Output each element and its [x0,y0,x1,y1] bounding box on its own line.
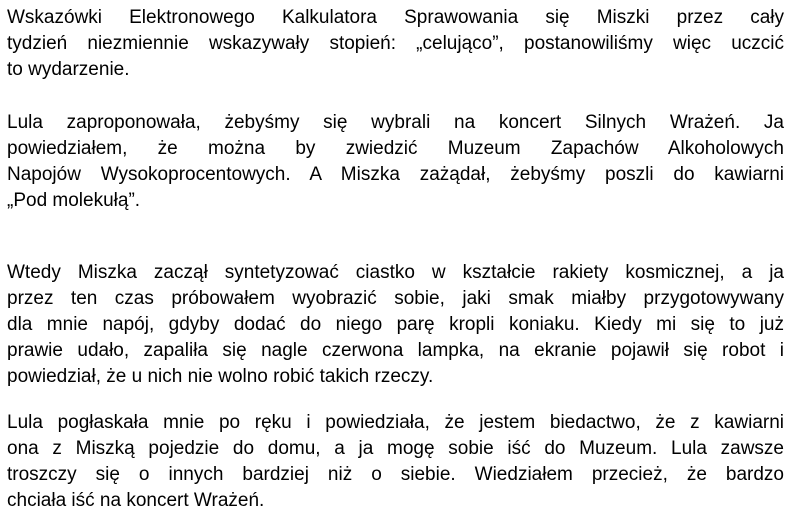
text-line: powiedział, że u nich nie wolno robić takich rzeczy. [7,366,434,387]
text-line: chciała iść na koncert Wrażeń. [7,490,265,511]
text-line: to wydarzenie. [7,59,130,80]
text-line: troszczy się o innych bardziej niż o siebie. Wiedziałem przecież, że bardzo [7,464,784,485]
text-line: dla mnie napój, gdyby dodać do niego parę kropli koniaku. Kiedy mi się to już [7,314,784,335]
paragraph-3 [7,260,784,390]
paragraph-2 [7,110,784,214]
text-line: Wskazówki Elektronowego Kalkulatora Sprawowania się Miszki przez cały [7,7,784,28]
paragraph-1 [7,5,784,83]
text-line: Lula pogłaskała mnie po ręku i powiedziała, że jestem biedactwo, że z kawiarni [7,412,784,433]
text-line: prawie udało, zapaliła się nagle czerwona lampka, na ekranie pojawił się robot i [7,340,784,361]
paragraph-4 [7,410,784,514]
text-line: powiedziałem, że można by zwiedzić Muzeum Zapachów Alkoholowych [7,138,784,159]
text-line: „Pod molekułą”. [7,190,141,211]
text-line: tydzień niezmiennie wskazywały stopień: „celująco”, postanowiliśmy więc uczcić [7,33,784,54]
text-line: Lula zaproponowała, żebyśmy się wybrali na koncert Silnych Wrażeń. Ja [7,112,784,133]
text-line: Napojów Wysokoprocentowych. A Miszka zażądał, żebyśmy poszli do kawiarni [7,164,784,185]
text-line: Wtedy Miszka zaczął syntetyzować ciastko w kształcie rakiety kosmicznej, a ja [7,262,784,283]
text-line: ona z Miszką pojedzie do domu, a ja mogę sobie iść do Muzeum. Lula zawsze [7,438,784,459]
text-line: przez ten czas próbowałem wyobrazić sobie, jaki smak miałby przygotowywany [7,288,784,309]
